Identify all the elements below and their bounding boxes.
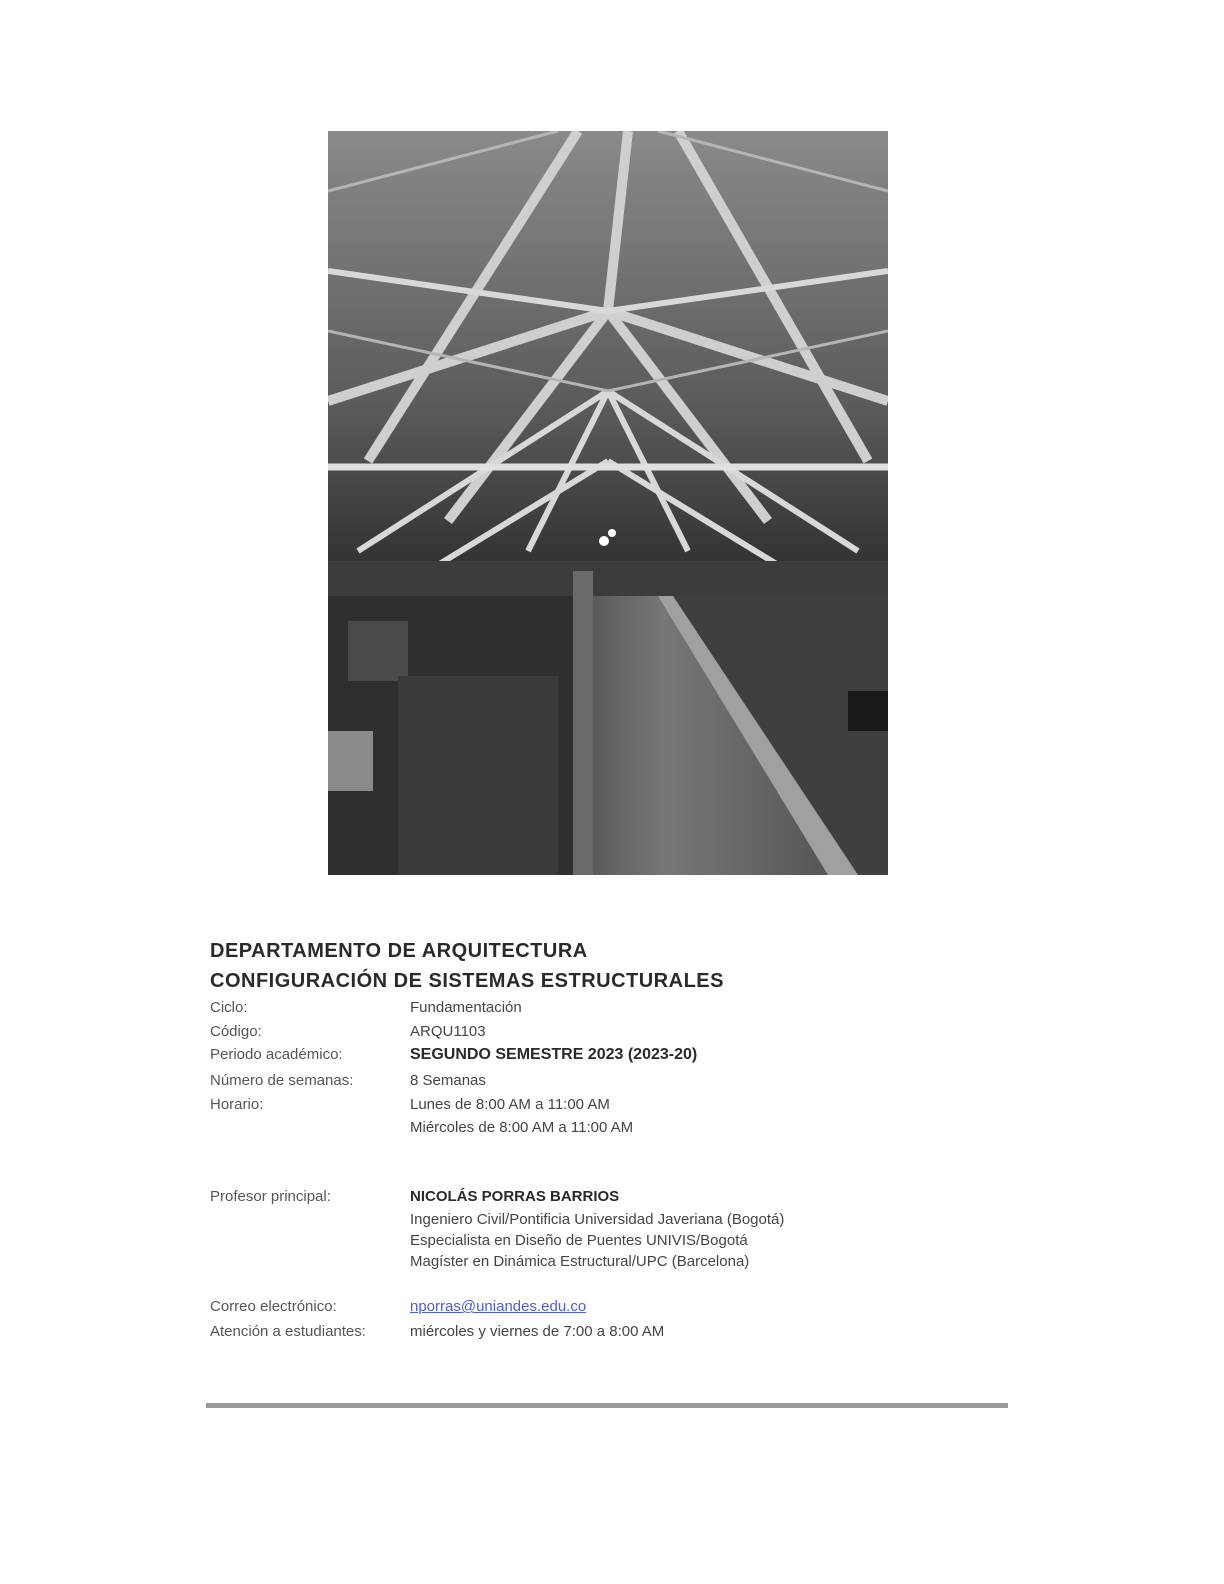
department-heading: DEPARTAMENTO DE ARQUITECTURA — [210, 940, 588, 962]
info-value: Fundamentación — [410, 999, 522, 1016]
info-label: Número de semanas: — [210, 1072, 354, 1089]
office-hours-label: Atención a estudiantes: — [210, 1323, 366, 1340]
credential: Especialista en Diseño de Puentes UNIVIS/Bogotá — [410, 1232, 748, 1249]
info-label: Ciclo: — [210, 999, 248, 1016]
email-link[interactable]: nporras@uniandes.edu.co — [410, 1298, 587, 1315]
info-value: Lunes de 8:00 AM a 11:00 AM — [410, 1096, 610, 1113]
credential: Magíster en Dinámica Estructural/UPC (Barcelona) — [410, 1253, 750, 1270]
professor-name: NICOLÁS PORRAS BARRIOS — [410, 1188, 620, 1205]
cover-photo — [328, 131, 888, 875]
info-label: Periodo académico: — [210, 1046, 343, 1063]
office-hours-value: miércoles y viernes de 7:00 a 8:00 AM — [410, 1323, 665, 1340]
info-label: Horario: — [210, 1096, 264, 1113]
info-value: SEGUNDO SEMESTRE 2023 (2023-20) — [410, 1046, 698, 1063]
info-value: 8 Semanas — [410, 1072, 486, 1089]
info-label: Código: — [210, 1023, 262, 1040]
info-value: Miércoles de 8:00 AM a 11:00 AM — [410, 1119, 634, 1136]
email-label: Correo electrónico: — [210, 1298, 337, 1315]
credential: Ingeniero Civil/Pontificia Universidad Javeriana (Bogotá) — [410, 1211, 785, 1228]
info-value: ARQU1103 — [410, 1023, 486, 1040]
course-title: CONFIGURACIÓN DE SISTEMAS ESTRUCTURALES — [210, 970, 724, 992]
professor-label: Profesor principal: — [210, 1188, 331, 1205]
horizontal-rule — [206, 1403, 1008, 1408]
